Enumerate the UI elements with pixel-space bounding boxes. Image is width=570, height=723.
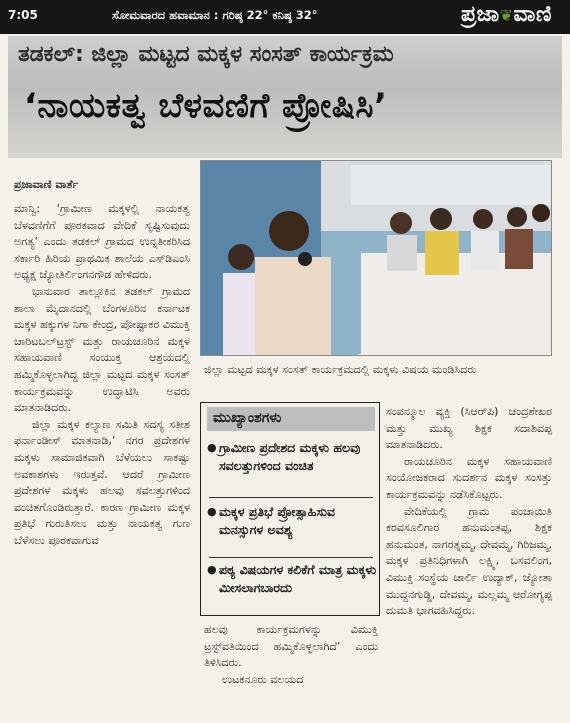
logo-left: ಪ್ರಜಾ — [461, 2, 500, 27]
event-photo-image — [201, 161, 552, 356]
headline-banner — [8, 36, 562, 158]
highlights-title: ಮುಖ್ಯಾಂಶಗಳು — [207, 407, 375, 431]
highlight-text: ಪಠ್ಯ ವಿಷಯಗಳ ಕಲಿಕೆಗೆ ಮಾತ್ರ ಮಕ್ಕಳು ಮೀಸಲಾಗಬಾರದು — [219, 562, 377, 595]
article-column-2 — [204, 622, 378, 688]
article-kicker: ತಡಕಲ್: ಜಿಲ್ಲಾ ಮಟ್ಟದ ಮಕ್ಕಳ ಸಂಸತ್ ಕಾರ್ಯಕ್ರಮ — [18, 42, 394, 67]
paragraph: ರಾಯಚೂರಿನ ಮಕ್ಕಳ ಸಹಾಯವಾಣಿ ಸಂಯೋಜಕರಾದ ಸುದರ್ಶನ ಮಕ್ಕಳ ಸಂಸತ್ತು ಕಾರ್ಯಕ್ರಮವನ್ನು ನಡೆಸಿಕೊಟ್ಟರು. — [386, 454, 552, 501]
masthead — [0, 0, 570, 34]
article-headline: ‘ನಾಯಕತ್ವ ಬೆಳವಣಿಗೆ ಪ್ರೋಷಿಸಿ’ — [24, 86, 388, 126]
newspaper-logo — [461, 2, 552, 27]
event-photo — [200, 160, 552, 356]
leaf-icon: ❦ — [499, 6, 514, 25]
photo-caption: ಜಿಲ್ಲಾ ಮಟ್ಟದ ಮಕ್ಕಳ ಸಂಸತ್ ಕಾರ್ಯಕ್ರಮದಲ್ಲಿ ಮಕ್ಕಳು ವಿಷಯ ಮಂಡಿಸಿದರು — [204, 363, 477, 376]
paragraph: ಮಾನ್ವಿ: ‘ಗ್ರಾಮೀಣ ಮಕ್ಕಳಲ್ಲಿ ನಾಯಕತ್ವ ಬೆಳವಣಿಗೆಗೆ ಪೂರಕವಾದ ವೇದಿಕೆ ಸೃಷ್ಟಿಸುವುದು ಅಗತ್ಯ’ ಎಂದು ತಡಕಲ್ ಗ್ರಾಮದ ಉನ್ನತೀಕರಿಸಿದ ಸರ್ಕಾರಿ ಹಿರಿಯ ಪ್ರಾಥಮಿಕ ಶಾಲೆಯ ಎಸ್‌ಡಿಎಂಸಿ ಅಧ್ಯಕ್ಷ ಜ್ಯೋತಿರ್ಲಿಂಗನಗೌಡ ಹೇಳಿದರು. — [14, 202, 190, 282]
paragraph: ಸಂಪನ್ಮೂಲ ವ್ಯಕ್ತಿ (ಸಿಆರ್‌ಪಿ) ಚಂದ್ರಶೇಖರ ಮತ್ತು ಮುಖ್ಯ ಶಿಕ್ಷಕ ಸದಾಶಿವಪ್ಪ ಮಾತನಾಡಿದರು. — [386, 405, 552, 452]
paragraph: ಹಲವು ಕಾರ್ಯಕ್ರಮಗಳನ್ನು ವಿಮುಕ್ತಿ ಟ್ರಸ್ಟ್‌ವತಿಯಿಂದ ಹಮ್ಮಿಕೊಳ್ಳಲಾಗಿದೆ’ ಎಂದು ತಿಳಿಸಿದರು. — [204, 623, 378, 670]
highlight-item — [207, 503, 377, 539]
paragraph: ಭಾನುವಾರ ತಾಲ್ಲೂಕಿನ ತಡಕಲ್ ಗ್ರಾಮದ ಶಾಲಾ ಮೈದಾನದಲ್ಲಿ ಬೆಂಗಳೂರಿನ ಕರ್ನಾಟಕ ಮಕ್ಕಳ ಹಕ್ಕುಗಳ ನಿಗಾ ಕೇಂದ್ರ, ಪೋಷ್ಟಾಕರ ವಿಮುಕ್ತಿ ಚಾರಿಟಬಲ್‌ಟ್ರಸ್ಟ್ ಮತ್ತು ರಾಯಚೂರಿನ ಮಕ್ಕಳ ಸಹಾಯವಾಣಿ ಸಂಯುಕ್ತ ಆಶ್ರಯದಲ್ಲಿ ಹಮ್ಮಿಕೊಳ್ಳಲಾಗಿದ್ದ ಜಿಲ್ಲಾ ಮಟ್ಟದ ಮಕ್ಕಳ ಸಂಸತ್ ಕಾರ್ಯಕ್ರಮವನ್ನು ಉದ್ಘಾಟಿಸಿ ಅವರು ಮಾತನಾಡಿದರು. — [14, 284, 190, 415]
highlight-item — [207, 439, 377, 475]
highlight-divider — [209, 497, 373, 498]
article-column-1 — [14, 201, 190, 549]
highlights-box — [200, 402, 380, 616]
logo-right: ವಾಣಿ — [513, 2, 552, 27]
bullet-icon: ● — [207, 505, 217, 518]
paragraph: ಜಿಲ್ಲಾ ಮಕ್ಕಳ ಕಲ್ಯಾಣ ಸಮಿತಿ ಸದಸ್ಯ ಸತೀಶ ಫರ್ನಾಂಡೀಸ್ ಮಾತನಾಡಿ,‘ ನಗರ ಪ್ರದೇಶಗಳ ಮಕ್ಕಳು ಸಾಮಾಜಿಕವಾಗಿ ಬೆಳೆಯಲು ಸಾಕಷ್ಟು ಅವಕಾಶಗಳು ಇರುತ್ತವೆ. ಆದರೆ ಗ್ರಾಮೀಣ ಪ್ರದೇಶಗಳ ಮಕ್ಕಳು ಹಲವು ಸವಲತ್ತುಗಳಿಂದ ವಂಚಿತಗೊಂಡಿರುತ್ತಾರೆ. ಕಾರಣ ಗ್ರಾಮೀಣ ಮಕ್ಕಳ ಪ್ರತಿಭೆ ಗುರುತಿಸಲು ಮತ್ತು ನಾಯಕತ್ವ ಗುಣ ಬೆಳೆಸಲು ಪೂರಕವಾಗುವ — [14, 417, 190, 547]
article-column-3 — [386, 404, 552, 620]
highlight-text: ಗ್ರಾಮೀಣ ಪ್ರದೇಶದ ಮಕ್ಕಳು ಹಲವು ಸವಲತ್ತುಗಳಿಂದ ವಂಚಿತ — [219, 440, 361, 473]
highlight-divider — [209, 557, 373, 558]
bullet-icon: ● — [207, 563, 217, 576]
highlight-text: ಮಕ್ಕಳ ಪ್ರತಿಭೆ ಪ್ರೋತ್ಸಾಹಿಸುವ ಮನಸ್ಸುಗಳ ಅವಶ್ಯ — [219, 504, 335, 537]
highlight-item — [207, 561, 377, 597]
weather-strip: ಸೋಮವಾರದ ಹವಾಮಾನ : ಗರಿಷ್ಠ 22° ಕನಿಷ್ಠ 32° — [112, 8, 318, 22]
bullet-icon: ● — [207, 441, 217, 454]
time-stamp: 7:05 — [8, 8, 38, 22]
paragraph: ವೇದಿಕೆಯಲ್ಲಿ ಗ್ರಾಮ ಪಂಚಾಯಿತಿ ಕರವಸೂಲಿಗಾರ ಹನುಮಂತಪ್ಪ, ಶಿಕ್ಷಕ ಹನುಮಂತ, ನಾಗರತ್ನಮ್ಮ, ದೇವಮ್ಮ, ಗಿರಿಜಮ್ಮ, ಮಕ್ಕಳ ಪ್ರತಿನಿಧಿಗಳಾಗಿ ಲಕ್ಷ್ಮಿ, ಬಸವಲಿಂಗ, ವಿಮುಕ್ತಿ ಸಂಸ್ಥೆಯ ಚಾರ್ಲಿ ಉದ್ಯಾಕ್, ಜ್ಯೋತಾ ಮುದ್ದನಗುಡ್ಡಿ, ದೇವಮ್ಮ, ಮಲ್ಲಮ್ಮ ಆರೋಗ್ಯಪ್ಪ ದುಮತಿ ಭಾಗವಹಿಸಿದ್ದರು. — [386, 504, 552, 618]
paragraph: ಉಟಕನೂರು ವಲಯದ — [222, 672, 304, 686]
byline: ಪ್ರಜಾವಾಣಿ ವಾರ್ತೆ — [14, 178, 79, 191]
